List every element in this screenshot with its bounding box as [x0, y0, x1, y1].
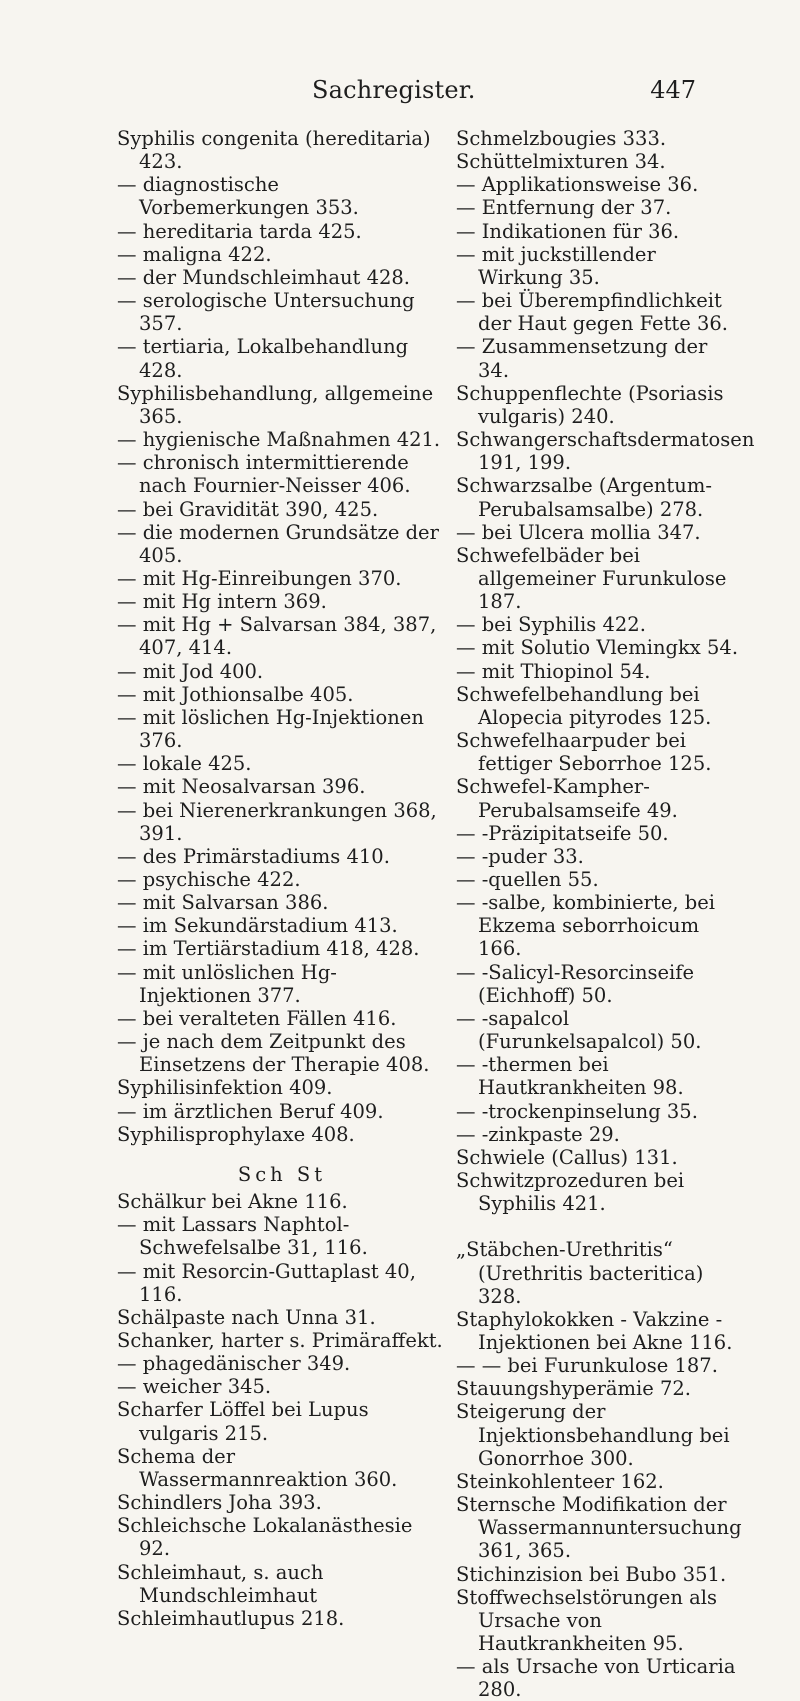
index-entry: Schüttelmixturen 34.	[456, 150, 666, 174]
index-entry: — -puder 33.	[456, 844, 584, 868]
index-entry: — Indikationen für 36.	[456, 219, 680, 243]
index-entry: Steigerung der Injektionsbehandlung bei Gonorrhoe 300.	[456, 1400, 730, 1470]
index-entry: Sternsche Modifikation der Wassermannuntersuchung 361, 365.	[456, 1493, 742, 1563]
index-entry: — als Ursache von Urticaria 280.	[456, 1655, 736, 1701]
index-entry: Schwitzprozeduren bei Syphilis 421.	[456, 1169, 685, 1216]
index-entry: — diagnostische Vorbemerkungen 353.	[117, 173, 359, 220]
index-entry: Syphilis congenita (hereditaria) 423.	[117, 127, 431, 174]
index-entry: Schwarzsalbe (Argentum-Perubalsamsalbe) 278.	[456, 474, 712, 521]
index-entry: Scharfer Löffel bei Lupus vulgaris 215.	[117, 1398, 369, 1445]
index-entry: — chronisch intermittierende nach Fournier-Neisser 406.	[117, 451, 411, 498]
index-entry: — mit Salvarsan 386.	[117, 891, 329, 915]
index-entry: — im Tertiärstadium 418, 428.	[117, 937, 420, 961]
index-entry: — -salbe, kombinierte, bei Ekzema seborrhoicum 166.	[456, 891, 716, 961]
index-entry: — phagedänischer 349.	[117, 1352, 351, 1376]
index-entry: — psychische 422.	[117, 868, 301, 891]
index-entry: — bei Gravidität 390, 425.	[117, 497, 379, 521]
index-entry: — je nach dem Zeitpunkt des Einsetzens der Therapie 408.	[117, 1030, 430, 1077]
index-column-right	[456, 127, 755, 1701]
index-entry: Schwefelbäder bei allgemeiner Furunkulose 187.	[456, 543, 727, 614]
index-entry: Syphilisprophylaxe 408.	[117, 1122, 355, 1146]
index-entry: Schleimhautlupus 218.	[117, 1606, 345, 1630]
index-entry: — mit Solutio Vlemingkx 54.	[456, 636, 739, 660]
index-entry: Stichinzision bei Bubo 351.	[456, 1562, 727, 1586]
index-entry: Schwefelhaarpuder bei fettiger Seborrhoe 125.	[456, 729, 712, 776]
index-entry: — mit löslichen Hg-Injektionen 376.	[117, 705, 424, 753]
index-entry: — mit Jothionsalbe 405.	[117, 682, 354, 706]
index-entry: — -Präzipitatseife 50.	[456, 821, 669, 845]
running-title: Sachregister.	[312, 76, 476, 104]
index-entry: — weicher 345.	[117, 1375, 272, 1399]
index-entry: — mit Hg + Salvarsan 384, 387, 407, 414.	[117, 613, 437, 660]
index-entry: — Entfernung der 37.	[456, 196, 672, 220]
index-entry: Schindlers Joha 393.	[117, 1491, 322, 1515]
index-entry: Stoffwechselstörungen als Ursache von Hautkrankheiten 95.	[456, 1585, 717, 1655]
index-entry: — bei veralteten Fällen 416.	[117, 1006, 397, 1030]
index-entry: Schleimhaut, s. auch Mundschleimhaut	[117, 1560, 324, 1607]
index-entry: — hygienische Maßnahmen 421.	[117, 428, 441, 452]
index-entry: — Zusammensetzung der 34.	[456, 335, 708, 382]
index-entry: — mit Neosalvarsan 396.	[117, 775, 366, 799]
index-entry: — -trockenpinselung 35.	[456, 1099, 698, 1123]
index-entry: Schwangerschaftsdermatosen 191, 199.	[456, 428, 755, 475]
index-entry: Schuppenflechte (Psoriasis vulgaris) 240.	[456, 381, 724, 428]
index-entry: Schema der Wassermannreaktion 360.	[117, 1444, 398, 1491]
index-entry: Schwiele (Callus) 131.	[456, 1145, 678, 1169]
index-entry: Schwefel-Kampher-Perubalsamseife 49.	[456, 775, 678, 822]
index-entry: — bei Syphilis 422.	[456, 613, 646, 637]
index-entry: — tertiaria, Lokalbehandlung 428.	[117, 335, 409, 382]
index-entry: — mit Thiopinol 54.	[456, 659, 651, 683]
index-entry: Schleichsche Lokalanästhesie 92.	[117, 1514, 413, 1561]
index-entry: — -sapalcol (Furunkelsapalcol) 50.	[456, 1006, 702, 1054]
page-header	[0, 72, 800, 112]
index-entry: — maligna 422.	[117, 242, 272, 266]
index-entry: — — bei Furunkulose 187.	[456, 1354, 718, 1378]
index-entry: — -Salicyl-Resorcinseife (Eichhoff) 50.	[456, 960, 695, 1007]
section-heading: Sch St	[237, 1162, 327, 1186]
index-entry: — mit unlöslichen Hg-Injektionen 377.	[117, 960, 337, 1007]
index-entry: — -quellen 55.	[456, 868, 599, 891]
index-entry: — mit Lassars Naphtol-Schwefelsalbe 31, 116.	[117, 1213, 368, 1260]
index-entry: — im Sekundärstadium 413.	[117, 914, 398, 938]
index-entry: — bei Überempfindlichkeit der Haut gegen Fette 36.	[456, 289, 728, 336]
index-entry: — mit Resorcin-Guttaplast 40, 116.	[117, 1259, 416, 1306]
index-entry: — mit juckstillender Wirkung 35.	[456, 242, 656, 289]
index-entry: — Applikationsweise 36.	[456, 173, 699, 197]
index-entry: Steinkohlenteer 162.	[456, 1469, 664, 1493]
index-entry: Syphilisbehandlung, allgemeine 365.	[117, 381, 434, 428]
index-entry: — mit Hg intern 369.	[117, 590, 327, 614]
index-entry: — -thermen bei Hautkrankheiten 98.	[456, 1053, 684, 1100]
index-entry: Schälkur bei Akne 116.	[117, 1190, 348, 1214]
index-entry: — die modernen Grundsätze der 405.	[117, 520, 439, 567]
index-entry: — lokale 425.	[117, 752, 252, 776]
index-entry: — serologische Untersuchung 357.	[117, 289, 415, 336]
index-entry: Stauungshyperämie 72.	[456, 1377, 692, 1401]
index-entry: Schälpaste nach Unna 31.	[117, 1305, 376, 1329]
index-entry: Schanker, harter s. Primäraffekt.	[117, 1328, 443, 1352]
index-entry: — -zinkpaste 29.	[456, 1122, 620, 1146]
index-column-left	[117, 127, 447, 1630]
index-entry: Staphylokokken - Vakzine - Injektionen bei Akne 116.	[456, 1307, 733, 1354]
index-entry: — hereditaria tarda 425.	[117, 219, 362, 243]
index-entry: — der Mundschleimhaut 428.	[117, 265, 410, 289]
index-entry: „Stäbchen-Urethritis“ (Urethritis bacteritica) 328.	[456, 1238, 704, 1308]
index-entry: — mit Hg-Einreibungen 370.	[117, 566, 402, 590]
index-entry: — bei Nierenerkrankungen 368, 391.	[117, 798, 437, 845]
index-entry: — bei Ulcera mollia 347.	[456, 520, 701, 544]
index-entry: Schmelzbougies 333.	[456, 127, 667, 150]
index-entry: Schwefelbehandlung bei Alopecia pityrodes 125.	[456, 682, 712, 729]
page-number: 447	[650, 76, 696, 104]
index-entry: — des Primärstadiums 410.	[117, 844, 390, 868]
index-entry: Syphilisinfektion 409.	[117, 1076, 333, 1100]
index-entry: — im ärztlichen Beruf 409.	[117, 1099, 384, 1123]
entry-spacer	[456, 1215, 741, 1238]
index-entry: — mit Jod 400.	[117, 659, 264, 683]
